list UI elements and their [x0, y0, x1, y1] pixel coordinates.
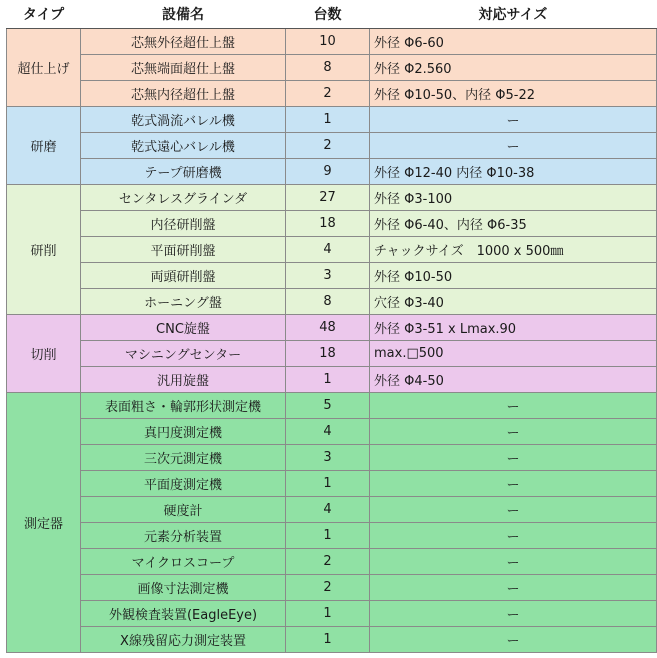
count-cell: 4 — [286, 497, 370, 523]
category-cell: 研削 — [7, 185, 81, 315]
equipment-name-cell: マシニングセンター — [81, 341, 286, 367]
table-header — [7, 0, 657, 29]
category-cell: 切削 — [7, 315, 81, 393]
category-cell: 超仕上げ — [7, 29, 81, 107]
equipment-name-cell: ホーニング盤 — [81, 289, 286, 315]
count-cell: 1 — [286, 107, 370, 133]
table-row — [7, 263, 657, 289]
count-cell: 5 — [286, 393, 370, 419]
category-cell: 研磨 — [7, 107, 81, 185]
count-cell: 27 — [286, 185, 370, 211]
table-row — [7, 601, 657, 627]
count-cell: 8 — [286, 289, 370, 315]
table-row — [7, 341, 657, 367]
size-cell: 外径 Φ2.560 — [370, 55, 657, 81]
table-row — [7, 497, 657, 523]
table-row — [7, 211, 657, 237]
size-cell: max.□500 — [370, 341, 657, 367]
table-row — [7, 367, 657, 393]
size-cell: 外径 Φ10-50 — [370, 263, 657, 289]
count-cell: 1 — [286, 601, 370, 627]
size-cell: 外径 Φ4-50 — [370, 367, 657, 393]
header-type: タイプ — [7, 0, 81, 29]
count-cell: 8 — [286, 55, 370, 81]
count-cell: 3 — [286, 263, 370, 289]
equipment-table — [6, 0, 657, 653]
size-cell: ー — [370, 133, 657, 159]
count-cell: 2 — [286, 549, 370, 575]
equipment-name-cell: 汎用旋盤 — [81, 367, 286, 393]
equipment-name-cell: 乾式遠心バレル機 — [81, 133, 286, 159]
count-cell: 1 — [286, 367, 370, 393]
count-cell: 48 — [286, 315, 370, 341]
category-cell: 測定器 — [7, 393, 81, 653]
table-row — [7, 575, 657, 601]
equipment-name-cell: 芯無内径超仕上盤 — [81, 81, 286, 107]
equipment-name-cell: 乾式渦流バレル機 — [81, 107, 286, 133]
equipment-name-cell: CNC旋盤 — [81, 315, 286, 341]
equipment-name-cell: 芯無外径超仕上盤 — [81, 29, 286, 55]
table-row — [7, 107, 657, 133]
equipment-name-cell: X線残留応力測定装置 — [81, 627, 286, 653]
equipment-name-cell: 元素分析装置 — [81, 523, 286, 549]
count-cell: 9 — [286, 159, 370, 185]
equipment-name-cell: センタレスグラインダ — [81, 185, 286, 211]
equipment-name-cell: 平面度測定機 — [81, 471, 286, 497]
size-cell: 外径 Φ3-51 x Lmax.90 — [370, 315, 657, 341]
equipment-name-cell: マイクロスコープ — [81, 549, 286, 575]
size-cell: ー — [370, 471, 657, 497]
count-cell: 1 — [286, 471, 370, 497]
count-cell: 1 — [286, 627, 370, 653]
equipment-name-cell: 硬度計 — [81, 497, 286, 523]
table-row — [7, 549, 657, 575]
size-cell: ー — [370, 107, 657, 133]
equipment-name-cell: 芯無端面超仕上盤 — [81, 55, 286, 81]
equipment-name-cell: 外観検査装置(EagleEye) — [81, 601, 286, 627]
table-row — [7, 315, 657, 341]
count-cell: 4 — [286, 237, 370, 263]
count-cell: 18 — [286, 341, 370, 367]
table-row — [7, 81, 657, 107]
table-row — [7, 133, 657, 159]
table-row — [7, 471, 657, 497]
count-cell: 3 — [286, 445, 370, 471]
size-cell: チャックサイズ 1000 x 500㎜ — [370, 237, 657, 263]
header-supported-size: 対応サイズ — [370, 0, 657, 29]
table-row — [7, 445, 657, 471]
count-cell: 2 — [286, 81, 370, 107]
table-row — [7, 289, 657, 315]
equipment-name-cell: 内径研削盤 — [81, 211, 286, 237]
table-row — [7, 185, 657, 211]
size-cell: ー — [370, 601, 657, 627]
table-row — [7, 237, 657, 263]
equipment-name-cell: 表面粗さ・輪郭形状測定機 — [81, 393, 286, 419]
table-row — [7, 29, 657, 55]
count-cell: 10 — [286, 29, 370, 55]
table-row — [7, 159, 657, 185]
size-cell: 外径 Φ3-100 — [370, 185, 657, 211]
size-cell: ー — [370, 445, 657, 471]
size-cell: 外径 Φ6-60 — [370, 29, 657, 55]
size-cell: 外径 Φ12-40 内径 Φ10-38 — [370, 159, 657, 185]
size-cell: 外径 Φ6-40、内径 Φ6-35 — [370, 211, 657, 237]
equipment-name-cell: 真円度測定機 — [81, 419, 286, 445]
equipment-name-cell: 三次元測定機 — [81, 445, 286, 471]
table-body — [7, 29, 657, 653]
size-cell: ー — [370, 575, 657, 601]
size-cell: 外径 Φ10-50、内径 Φ5-22 — [370, 81, 657, 107]
table-row — [7, 627, 657, 653]
equipment-name-cell: テープ研磨機 — [81, 159, 286, 185]
equipment-name-cell: 両頭研削盤 — [81, 263, 286, 289]
size-cell: ー — [370, 627, 657, 653]
size-cell: 穴径 Φ3-40 — [370, 289, 657, 315]
count-cell: 18 — [286, 211, 370, 237]
header-equipment-name: 設備名 — [81, 0, 286, 29]
count-cell: 4 — [286, 419, 370, 445]
size-cell: ー — [370, 549, 657, 575]
size-cell: ー — [370, 393, 657, 419]
table-row — [7, 55, 657, 81]
size-cell: ー — [370, 497, 657, 523]
count-cell: 2 — [286, 575, 370, 601]
table-row — [7, 419, 657, 445]
size-cell: ー — [370, 419, 657, 445]
table-row — [7, 393, 657, 419]
header-count: 台数 — [286, 0, 370, 29]
table-row — [7, 523, 657, 549]
equipment-name-cell: 画像寸法測定機 — [81, 575, 286, 601]
count-cell: 1 — [286, 523, 370, 549]
equipment-name-cell: 平面研削盤 — [81, 237, 286, 263]
size-cell: ー — [370, 523, 657, 549]
count-cell: 2 — [286, 133, 370, 159]
